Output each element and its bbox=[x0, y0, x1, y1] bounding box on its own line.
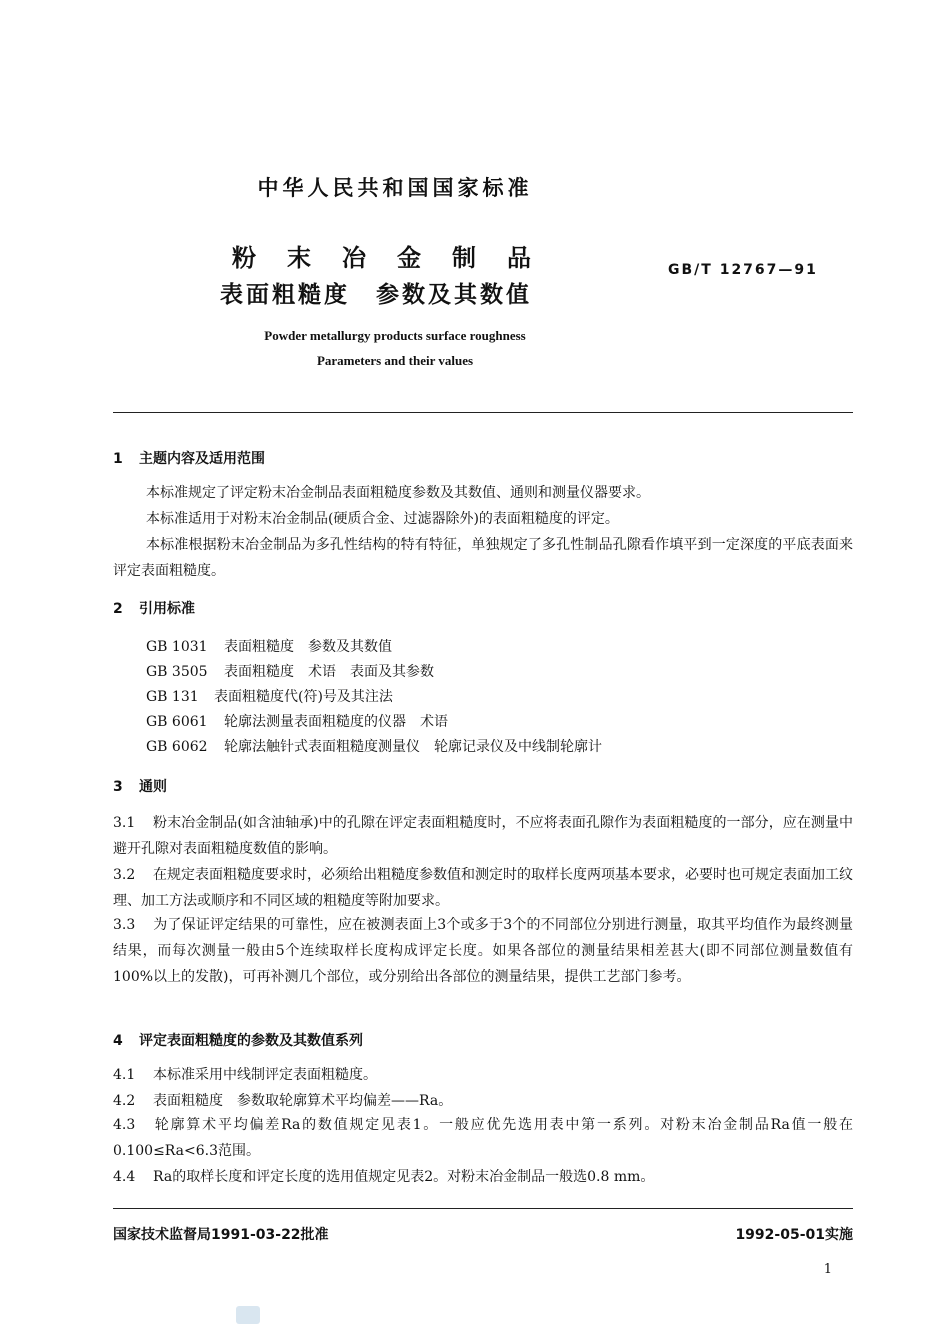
clause-number: 3.2 bbox=[113, 867, 136, 883]
clause-4-1 bbox=[113, 1062, 853, 1088]
implementation-date: 1992-05-01实施 bbox=[735, 1227, 853, 1243]
watermark-stamp-icon bbox=[236, 1306, 260, 1324]
reference-code: GB 6062 bbox=[146, 739, 208, 755]
clause-number: 4.4 bbox=[113, 1169, 136, 1185]
clause-number: 3.3 bbox=[113, 917, 136, 933]
section-1-heading bbox=[113, 448, 265, 468]
document-title-line1: 粉末冶金制品 bbox=[232, 244, 562, 272]
english-title-line1: Powder metallurgy products surface roughness bbox=[264, 328, 526, 343]
section-2-heading bbox=[113, 598, 195, 618]
standard-number: GB/T 12767—91 bbox=[668, 262, 818, 278]
footer-divider bbox=[113, 1208, 853, 1209]
clause-number: 4.1 bbox=[113, 1067, 136, 1083]
paragraph: 本标准规定了评定粉末冶金制品表面粗糙度参数及其数值、通则和测量仪器要求。 bbox=[146, 485, 650, 501]
section-number: 3 bbox=[113, 779, 123, 795]
section-title: 引用标准 bbox=[139, 601, 195, 617]
clause-3-3 bbox=[113, 912, 853, 990]
section-title: 通则 bbox=[139, 779, 167, 795]
section-4-heading bbox=[113, 1030, 363, 1050]
clause-number: 4.3 bbox=[113, 1117, 136, 1133]
clause-4-4 bbox=[113, 1164, 853, 1190]
paragraph: 本标准适用于对粉末冶金制品(硬质合金、过滤器除外)的表面粗糙度的评定。 bbox=[146, 511, 619, 527]
header-divider bbox=[113, 412, 853, 413]
page-number: 1 bbox=[823, 1262, 832, 1277]
clause-text: 粉末冶金制品(如含油轴承)中的孔隙在评定表面粗糙度时，不应将表面孔隙作为表面粗糙度的一部分，应在测量中避开孔隙对表面粗糙度数值的影响。 bbox=[113, 815, 853, 857]
section-3-heading bbox=[113, 776, 167, 796]
reference-title: 表面粗糙度 参数及其数值 bbox=[224, 639, 392, 655]
document-title-line2: 表面粗糙度 参数及其数值 bbox=[220, 282, 532, 308]
english-title-line2: Parameters and their values bbox=[316, 353, 474, 368]
clause-text: 轮廓算术平均偏差Ra的数值规定见表1。一般应优先选用表中第一系列。对粉末冶金制品Ra值一般在0.100≤Ra<6.3范围。 bbox=[113, 1117, 853, 1159]
clause-3-1 bbox=[113, 810, 853, 862]
clause-text: Ra的取样长度和评定长度的选用值规定见表2。对粉末冶金制品一般选0.8 mm。 bbox=[153, 1169, 655, 1185]
reference-code: GB 3505 bbox=[146, 664, 208, 680]
section-title: 评定表面粗糙度的参数及其数值系列 bbox=[139, 1033, 363, 1049]
section-number: 4 bbox=[113, 1033, 123, 1049]
reference-title: 轮廓法触针式表面粗糙度测量仪 轮廓记录仪及中线制轮廓计 bbox=[224, 739, 602, 755]
reference-title: 表面粗糙度 术语 表面及其参数 bbox=[224, 664, 434, 680]
reference-item bbox=[146, 661, 434, 681]
reference-title: 轮廓法测量表面粗糙度的仪器 术语 bbox=[224, 714, 448, 730]
clause-text: 表面粗糙度 参数取轮廓算术平均偏差——Ra。 bbox=[153, 1093, 453, 1109]
reference-title: 表面粗糙度代(符)号及其注法 bbox=[214, 689, 393, 705]
clause-4-2 bbox=[113, 1088, 853, 1114]
clause-text: 为了保证评定结果的可靠性，应在被测表面上3个或多于3个的不同部位分别进行测量，取其平均值作为最终测量结果，而每次测量一般由5个连续取样长度构成评定长度。如果各部位的测量结果相差甚大(即不同部位测量数值有100%以上的发散)，可再补测几个部位，或分别给出各部位的测量结果，提供工艺部门参考。 bbox=[113, 917, 853, 985]
reference-item bbox=[146, 711, 448, 731]
clause-3-2 bbox=[113, 862, 853, 914]
section-number: 2 bbox=[113, 601, 123, 617]
approval-date: 国家技术监督局1991-03-22批准 bbox=[113, 1227, 329, 1243]
clause-number: 3.1 bbox=[113, 815, 136, 831]
reference-code: GB 1031 bbox=[146, 639, 208, 655]
reference-code: GB 131 bbox=[146, 689, 199, 705]
section-number: 1 bbox=[113, 451, 123, 467]
clause-text: 本标准采用中线制评定表面粗糙度。 bbox=[153, 1067, 377, 1083]
section-title: 主题内容及适用范围 bbox=[139, 451, 265, 467]
reference-item bbox=[146, 636, 392, 656]
clause-number: 4.2 bbox=[113, 1093, 136, 1109]
clause-4-3 bbox=[113, 1112, 853, 1164]
reference-item bbox=[146, 736, 602, 756]
clause-text: 在规定表面粗糙度要求时，必须给出粗糙度参数值和测定时的取样长度两项基本要求，必要时也可规定表面加工纹理、加工方法或顺序和不同区域的粗糙度等附加要求。 bbox=[113, 867, 853, 909]
reference-code: GB 6061 bbox=[146, 714, 208, 730]
national-standard-heading: 中华人民共和国国家标准 bbox=[257, 176, 533, 200]
paragraph: 本标准根据粉末冶金制品为多孔性结构的特有特征，单独规定了多孔性制品孔隙看作填平到一定深度的平底表面来评定表面粗糙度。 bbox=[113, 537, 853, 579]
reference-item bbox=[146, 686, 393, 706]
